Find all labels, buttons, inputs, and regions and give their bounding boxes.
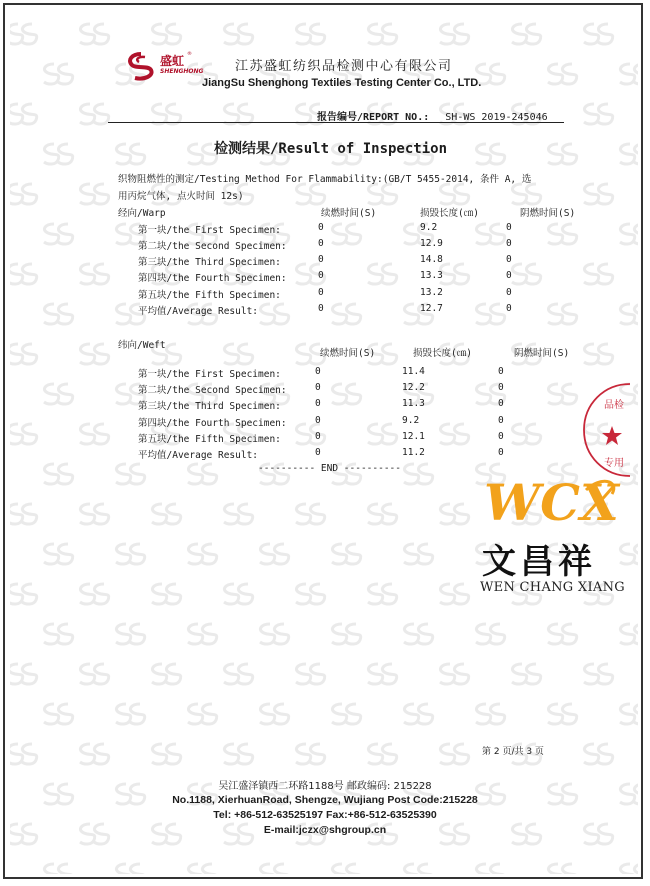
weft-average-damaged-length: 11.2 [402,447,425,458]
weft-row-afterflame: 0 [315,366,321,377]
warp-row-label: 第二块/the Second Specimen: [138,241,287,252]
weft-row-label: 第二块/the Second Specimen: [138,385,287,396]
weft-row-label: 第五块/the Fifth Specimen: [138,434,281,445]
page-number: 第 2 页/共 3 页 [482,747,544,757]
footer-address-cn: 吴江盛泽镇西二环路1188号 邮政编码: 215228 [218,781,432,792]
page-title: 检测结果/Result of Inspection [214,141,448,157]
warp-average-afterflame: 0 [318,303,324,314]
brand-name-cn: 文昌祥 [482,542,596,582]
test-method-line-2: 用丙烷气体, 点火时间 12s) [118,191,244,202]
weft-row-afterflame: 0 [315,431,321,442]
warp-row-afterglow: 0 [506,287,512,298]
page-border [3,3,643,879]
warp-row-afterflame: 0 [318,222,324,233]
warp-row-damaged-length: 14.8 [420,254,443,265]
inspection-stamp [578,378,630,482]
warp-row-afterglow: 0 [506,222,512,233]
weft-row-damaged-length: 12.2 [402,382,425,393]
org-name-en: JiangSu Shenghong Textiles Testing Center Co., LTD. [202,77,482,89]
weft-row-afterglow: 0 [498,431,504,442]
weft-header-afterflame: 续燃时间(S) [320,348,376,359]
stamp-text-bottom: 专用 [604,458,624,469]
weft-header-damaged-length: 损毁长度(㎝) [413,348,472,359]
weft-row-label: 第四块/the Fourth Specimen: [138,418,287,429]
warp-group-label: 经向/Warp [118,208,166,219]
warp-row-damaged-length: 12.9 [420,238,443,249]
warp-row-afterglow: 0 [506,238,512,249]
weft-row-damaged-length: 9.2 [402,415,420,426]
weft-row-label: 第三块/the Third Specimen: [138,401,281,412]
wcx-brand-logo [476,470,634,600]
logo-name-en: SHENGHONG [160,68,204,75]
warp-row-afterflame: 0 [318,270,324,281]
footer-phone-fax: Tel: +86-512-63525197 Fax:+86-512-63525390 [213,809,437,821]
weft-row-afterflame: 0 [315,398,321,409]
logo-registered-mark: ® [187,51,192,57]
test-method [118,171,588,205]
footer-email: E-mail:jczx@shgroup.cn [263,824,387,836]
weft-average-label: 平均值/Average Result: [138,450,259,461]
wcx-logo-mark-icon [482,472,622,532]
warp-row-damaged-length: 9.2 [420,222,438,233]
warp-row-afterflame: 0 [318,238,324,249]
footer-address-en: No.1188, XierhuanRoad, Shengze, Wujiang Post Code:215228 [172,794,478,806]
warp-average-damaged-length: 12.7 [420,303,443,314]
warp-row-damaged-length: 13.3 [420,270,443,281]
weft-row-afterflame: 0 [315,382,321,393]
report-number [317,108,548,123]
warp-row-label: 第一块/the First Specimen: [138,225,281,236]
test-method-line-1: 织物阻燃性的测定/Testing Method For Flammability:(GB/T 5455-2014, 条件 A, 选 [118,174,532,185]
report-number-value: SH-WS 2019-245046 [445,112,548,123]
brand-logo-text: WCX [484,473,619,532]
weft-row-afterglow: 0 [498,366,504,377]
weft-average-afterglow: 0 [498,447,504,458]
warp-row-afterglow: 0 [506,254,512,265]
stamp-star-icon [602,426,622,445]
warp-row-afterflame: 0 [318,254,324,265]
warp-average-afterglow: 0 [506,303,512,314]
warp-header-damaged-length: 损毁长度(㎝) [420,208,479,219]
warp-row-label: 第三块/the Third Specimen: [138,257,281,268]
weft-average-afterflame: 0 [315,447,321,458]
weft-row-damaged-length: 11.3 [402,398,425,409]
weft-row-afterglow: 0 [498,398,504,409]
weft-row-damaged-length: 12.1 [402,431,425,442]
warp-average-label: 平均值/Average Result: [138,306,259,317]
weft-row-damaged-length: 11.4 [402,366,425,377]
brand-name-en: WEN CHANG XIANG [480,580,625,595]
weft-group-label: 纬向/Weft [118,340,166,351]
warp-row-afterglow: 0 [506,270,512,281]
weft-row-afterglow: 0 [498,382,504,393]
report-number-label: 报告编号/REPORT NO.: [317,112,430,123]
weft-row-label: 第一块/the First Specimen: [138,369,281,380]
weft-row-afterglow: 0 [498,415,504,426]
warp-row-damaged-length: 13.2 [420,287,443,298]
weft-header-afterglow: 阴燃时间(S) [514,348,570,359]
logo-name-cn: 盛虹 [160,54,185,68]
stamp-text-top: 品检 [604,400,624,411]
header-divider [108,122,564,123]
warp-row-label: 第四块/the Fourth Specimen: [138,273,287,284]
warp-row-afterflame: 0 [318,287,324,298]
shenghong-logo-mark-icon [124,51,158,81]
warp-row-label: 第五块/the Fifth Specimen: [138,290,281,301]
warp-header-afterflame: 续燃时间(S) [321,208,377,219]
end-marker: ---------- END ---------- [258,463,401,474]
weft-row-afterflame: 0 [315,415,321,426]
shenghong-logo [124,51,202,81]
org-name-cn: 江苏盛虹纺织品检测中心有限公司 [235,59,453,74]
warp-header-afterglow: 阴燃时间(S) [520,208,576,219]
